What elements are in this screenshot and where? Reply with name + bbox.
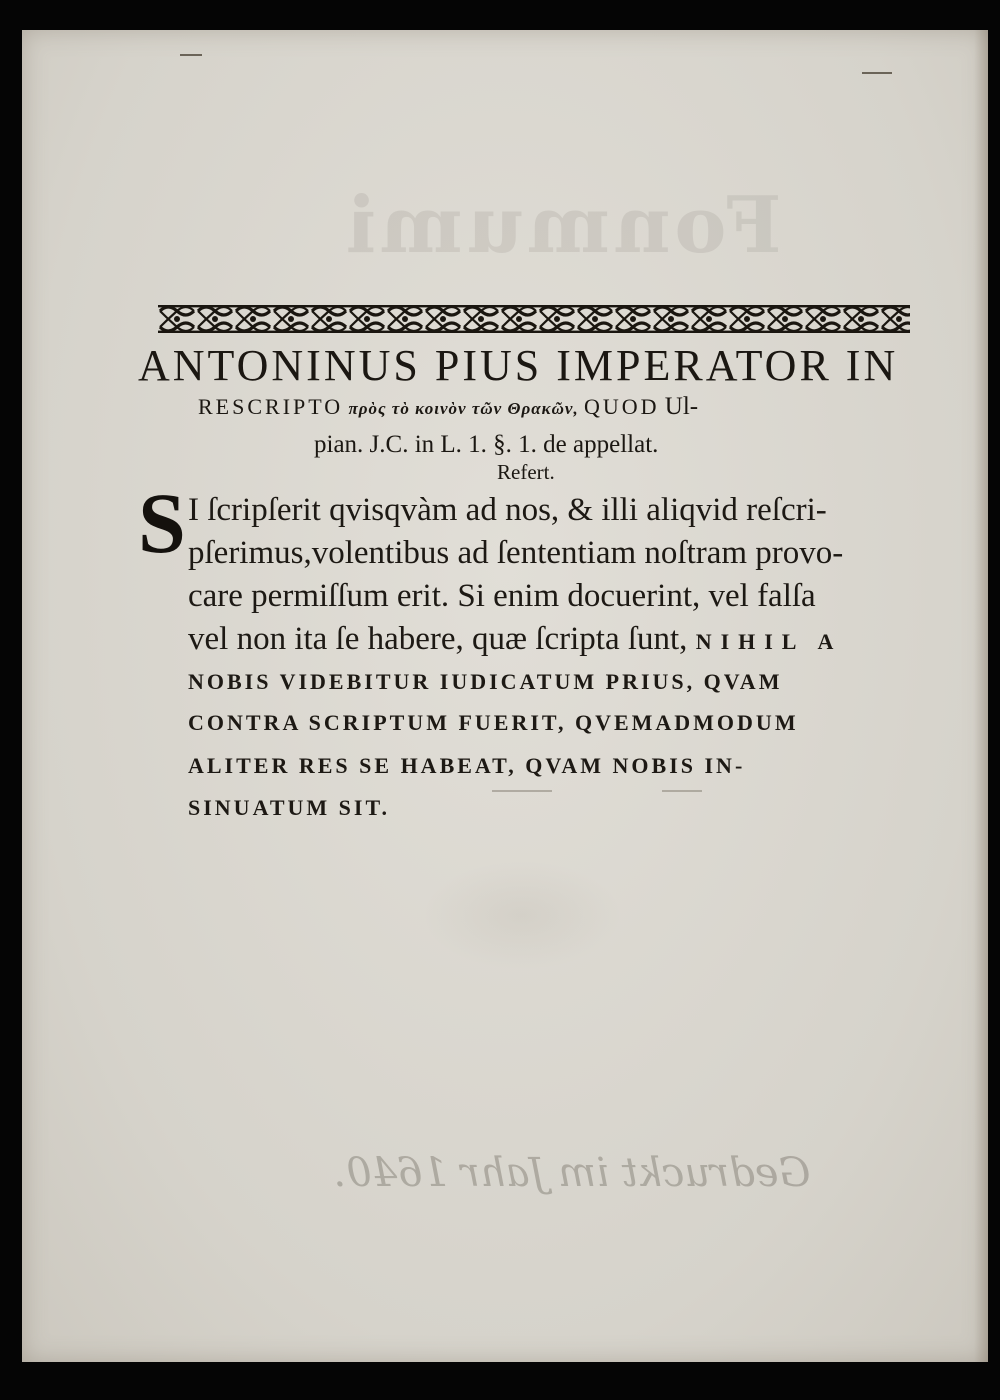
body-line-4-caps: NIHIL A xyxy=(695,629,843,654)
refert-label: Refert. xyxy=(497,460,555,484)
show-through-ornament xyxy=(422,860,622,970)
ornament-chain xyxy=(158,303,910,335)
body-line-6: CONTRA SCRIPTUM FUERIT, QVEMADMODUM xyxy=(188,710,799,735)
body-line-7: ALITER RES SE HABEAT, QVAM NOBIS IN- xyxy=(188,753,746,778)
page-edge-shadow xyxy=(974,30,988,1362)
ornamental-border xyxy=(158,303,910,335)
rescripto-word: RESCRIPTO xyxy=(198,394,344,419)
body-line-8: SINUATUM SIT. xyxy=(188,795,390,820)
body-line-2: pſerimus,volentibus ad ſententiam noſtram provo- xyxy=(188,535,844,571)
body-line-1: I ſcripſerit qvisqvàm ad nos, & illi aliqvid reſcri- xyxy=(188,492,827,528)
body-line-3: care permiſſum erit. Si enim docuerint, vel falſa xyxy=(188,578,816,614)
greek-phrase: πρὸς τὸ κοινὸν τῶν Θρακῶν, xyxy=(348,399,579,418)
show-through-title: Fonmumi xyxy=(342,180,782,271)
subheading-line-2: pian. J.C. in L. 1. §. 1. de appellat. xyxy=(314,431,659,458)
body-line-4-text: vel non ita ſe habere, quæ ſcripta ſunt, xyxy=(188,621,688,657)
subheading-line-1 xyxy=(198,392,878,424)
heading: ANTONINUS PIUS IMPERATOR IN xyxy=(138,341,899,390)
body-line-5: NOBIS VIDEBITUR IUDICATUM PRIUS, QVAM xyxy=(188,669,783,694)
quod-word: QUOD xyxy=(583,394,660,419)
body-line-4 xyxy=(188,619,842,662)
drop-cap: S xyxy=(138,475,186,571)
ulpian-start: Ul- xyxy=(664,393,699,420)
handwritten-note-show-through: Gedruckt im Jahr 1640. xyxy=(333,1150,811,1196)
